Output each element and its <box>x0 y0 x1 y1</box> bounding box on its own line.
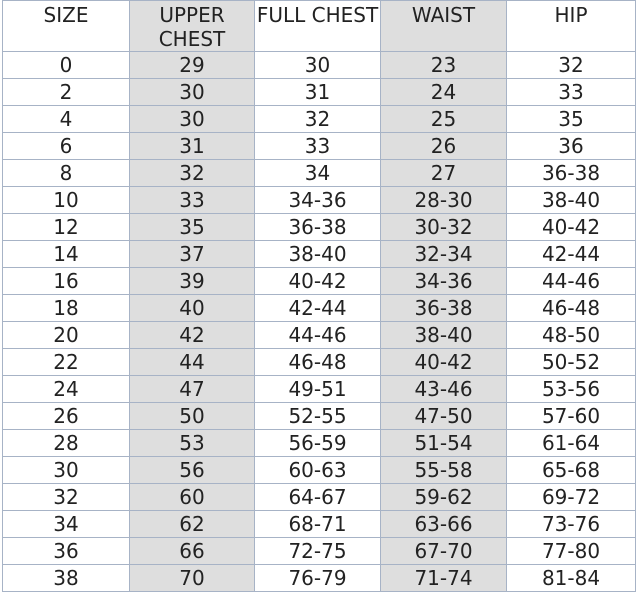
cell-full-chest: 56-59 <box>255 430 381 457</box>
cell-upper-chest: 39 <box>130 268 255 295</box>
cell-size: 32 <box>3 484 130 511</box>
cell-waist: 55-58 <box>381 457 507 484</box>
table-header <box>3 1 636 52</box>
table-row <box>3 214 636 241</box>
cell-full-chest: 38-40 <box>255 241 381 268</box>
table-row <box>3 565 636 592</box>
cell-waist: 59-62 <box>381 484 507 511</box>
cell-full-chest: 31 <box>255 79 381 106</box>
table-row <box>3 511 636 538</box>
cell-size: 0 <box>3 52 130 79</box>
cell-hip: 33 <box>507 79 636 106</box>
cell-size: 14 <box>3 241 130 268</box>
cell-hip: 81-84 <box>507 565 636 592</box>
cell-waist: 30-32 <box>381 214 507 241</box>
size-chart-table <box>2 0 636 592</box>
cell-hip: 46-48 <box>507 295 636 322</box>
cell-hip: 35 <box>507 106 636 133</box>
table-row <box>3 268 636 295</box>
cell-upper-chest: 32 <box>130 160 255 187</box>
cell-waist: 40-42 <box>381 349 507 376</box>
table-row <box>3 79 636 106</box>
cell-waist: 51-54 <box>381 430 507 457</box>
cell-upper-chest: 33 <box>130 187 255 214</box>
cell-full-chest: 36-38 <box>255 214 381 241</box>
table-row <box>3 106 636 133</box>
header-upper-chest: UPPER CHEST <box>130 1 255 52</box>
table-row <box>3 403 636 430</box>
cell-hip: 42-44 <box>507 241 636 268</box>
cell-waist: 27 <box>381 160 507 187</box>
cell-waist: 71-74 <box>381 565 507 592</box>
cell-upper-chest: 30 <box>130 106 255 133</box>
cell-size: 22 <box>3 349 130 376</box>
cell-hip: 77-80 <box>507 538 636 565</box>
cell-full-chest: 34 <box>255 160 381 187</box>
cell-size: 26 <box>3 403 130 430</box>
cell-size: 6 <box>3 133 130 160</box>
cell-size: 10 <box>3 187 130 214</box>
cell-waist: 28-30 <box>381 187 507 214</box>
cell-full-chest: 42-44 <box>255 295 381 322</box>
cell-hip: 61-64 <box>507 430 636 457</box>
table-row <box>3 241 636 268</box>
cell-upper-chest: 30 <box>130 79 255 106</box>
cell-upper-chest: 42 <box>130 322 255 349</box>
cell-full-chest: 64-67 <box>255 484 381 511</box>
cell-hip: 57-60 <box>507 403 636 430</box>
cell-waist: 38-40 <box>381 322 507 349</box>
cell-size: 36 <box>3 538 130 565</box>
cell-size: 4 <box>3 106 130 133</box>
cell-waist: 67-70 <box>381 538 507 565</box>
table-row <box>3 322 636 349</box>
cell-size: 2 <box>3 79 130 106</box>
cell-full-chest: 44-46 <box>255 322 381 349</box>
cell-size: 18 <box>3 295 130 322</box>
table-body <box>3 52 636 592</box>
cell-upper-chest: 47 <box>130 376 255 403</box>
table-row <box>3 160 636 187</box>
header-full-chest: FULL CHEST <box>255 1 381 52</box>
cell-waist: 25 <box>381 106 507 133</box>
cell-waist: 47-50 <box>381 403 507 430</box>
cell-waist: 34-36 <box>381 268 507 295</box>
table-row <box>3 457 636 484</box>
cell-full-chest: 46-48 <box>255 349 381 376</box>
cell-full-chest: 60-63 <box>255 457 381 484</box>
table-row <box>3 376 636 403</box>
cell-hip: 32 <box>507 52 636 79</box>
cell-size: 24 <box>3 376 130 403</box>
cell-hip: 73-76 <box>507 511 636 538</box>
cell-waist: 24 <box>381 79 507 106</box>
header-row <box>3 1 636 52</box>
cell-full-chest: 72-75 <box>255 538 381 565</box>
cell-upper-chest: 44 <box>130 349 255 376</box>
header-size: SIZE <box>3 1 130 52</box>
cell-waist: 23 <box>381 52 507 79</box>
cell-upper-chest: 56 <box>130 457 255 484</box>
cell-full-chest: 34-36 <box>255 187 381 214</box>
cell-hip: 44-46 <box>507 268 636 295</box>
cell-upper-chest: 66 <box>130 538 255 565</box>
cell-size: 28 <box>3 430 130 457</box>
table-row <box>3 295 636 322</box>
cell-waist: 63-66 <box>381 511 507 538</box>
cell-waist: 43-46 <box>381 376 507 403</box>
cell-full-chest: 30 <box>255 52 381 79</box>
cell-waist: 26 <box>381 133 507 160</box>
cell-size: 12 <box>3 214 130 241</box>
cell-upper-chest: 53 <box>130 430 255 457</box>
cell-hip: 36 <box>507 133 636 160</box>
cell-full-chest: 32 <box>255 106 381 133</box>
table-row <box>3 52 636 79</box>
cell-upper-chest: 29 <box>130 52 255 79</box>
cell-upper-chest: 31 <box>130 133 255 160</box>
cell-size: 8 <box>3 160 130 187</box>
cell-hip: 50-52 <box>507 349 636 376</box>
cell-full-chest: 40-42 <box>255 268 381 295</box>
cell-size: 34 <box>3 511 130 538</box>
cell-upper-chest: 40 <box>130 295 255 322</box>
cell-size: 38 <box>3 565 130 592</box>
header-hip: HIP <box>507 1 636 52</box>
cell-hip: 36-38 <box>507 160 636 187</box>
cell-hip: 48-50 <box>507 322 636 349</box>
cell-hip: 69-72 <box>507 484 636 511</box>
table-row <box>3 484 636 511</box>
cell-size: 30 <box>3 457 130 484</box>
cell-size: 16 <box>3 268 130 295</box>
cell-upper-chest: 35 <box>130 214 255 241</box>
cell-full-chest: 33 <box>255 133 381 160</box>
table-row <box>3 187 636 214</box>
cell-waist: 32-34 <box>381 241 507 268</box>
cell-hip: 53-56 <box>507 376 636 403</box>
table-row <box>3 349 636 376</box>
cell-upper-chest: 50 <box>130 403 255 430</box>
cell-waist: 36-38 <box>381 295 507 322</box>
cell-hip: 38-40 <box>507 187 636 214</box>
cell-full-chest: 49-51 <box>255 376 381 403</box>
cell-full-chest: 76-79 <box>255 565 381 592</box>
cell-size: 20 <box>3 322 130 349</box>
cell-upper-chest: 62 <box>130 511 255 538</box>
cell-hip: 40-42 <box>507 214 636 241</box>
cell-full-chest: 68-71 <box>255 511 381 538</box>
cell-full-chest: 52-55 <box>255 403 381 430</box>
table-row <box>3 430 636 457</box>
table-row <box>3 133 636 160</box>
header-waist: WAIST <box>381 1 507 52</box>
cell-hip: 65-68 <box>507 457 636 484</box>
table-row <box>3 538 636 565</box>
cell-upper-chest: 37 <box>130 241 255 268</box>
cell-upper-chest: 60 <box>130 484 255 511</box>
cell-upper-chest: 70 <box>130 565 255 592</box>
